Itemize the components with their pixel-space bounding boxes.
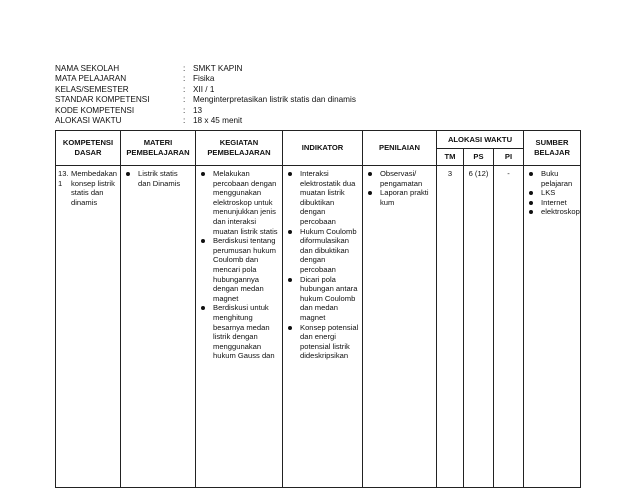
cell-penilaian [363,166,437,488]
list-item [527,207,580,217]
list-item [124,169,192,188]
bullet-icon [529,210,533,214]
header-pi: PI [494,149,524,166]
cell-kompetensi-dasar [56,166,121,488]
bullet-icon [368,191,372,195]
meta-key: KODE KOMPETENSI [55,105,135,115]
bullet-icon [529,191,533,195]
list-item-text: Dicari pola hubungan antara hukum Coulomb dan medan magnet [300,274,358,322]
list-item-text: Konsep potensial dan energi potensial listrik dideskripsikan [300,322,359,361]
bullet-list [286,169,359,361]
bullet-icon [288,172,292,176]
list-item-text: elektroskop [541,207,580,217]
list-item-text: Berdiskusi untuk menghitung besarnya medan listrik dengan menggunakan hukum Gauss dan [213,303,275,361]
list-item-text: Interaksi elektrostatik dua muatan listrik dibuktikan dengan percobaan [300,169,356,226]
bullet-icon [288,326,292,330]
bullet-list [527,169,580,217]
meta-key: STANDAR KOMPETENSI [55,95,150,105]
bullet-icon [201,172,205,176]
bullet-list [199,169,279,361]
header-kegiatan-pembelajaran: KEGIATAN PEMBELAJARAN [196,131,283,166]
meta-key: NAMA SEKOLAH [55,64,120,73]
meta-value: 13 [193,105,203,115]
header-alokasi-waktu: ALOKASI WAKTU [437,131,524,149]
cell-ps: 6 (12) [464,166,494,488]
bullet-icon [368,172,372,176]
list-item-text: Hukum Coulomb diformulasikan dan dibuktikan dengan percobaan [300,226,357,274]
kd-text: Membedakan konsep listrik statis dan dinamis [71,169,118,207]
bullet-icon [126,172,130,176]
meta-row [55,74,356,84]
list-item-text: Buku pelajaran [541,169,573,188]
list-item-text: Berdiskusi tentang perumusan hukum Coulomb dan mencari pola hubungannya dengan medan magnet [213,236,276,303]
meta-row [55,95,356,105]
meta-colon: : [183,105,186,115]
header-materi-pembelajaran: MATERI PEMBELAJARAN [121,131,196,166]
bullet-list [124,169,192,188]
bullet-list [366,169,433,207]
meta-row [55,64,356,74]
meta-value: 18 x 45 menit [193,116,243,126]
kd-number: 13. 1 [58,169,69,188]
list-item-text: LKS [541,188,556,198]
header-kompetensi-dasar: KOMPETENSI DASAR [56,131,121,166]
document-metadata [55,64,356,126]
list-item-text: Melakukan percobaan dengan menggunakan elektroskop untuk menunjukkan jenis dan interaksi muatan listrik statis [213,169,278,236]
list-item [366,169,433,188]
meta-key: ALOKASI WAKTU [55,116,122,126]
bullet-icon [201,239,205,243]
table-row [56,166,581,488]
cell-kegiatan [196,166,283,488]
bullet-icon [529,172,533,176]
bullet-icon [288,278,292,282]
list-item-text: Observasi/ pengamatan [380,169,423,188]
list-item [527,169,577,188]
meta-value: XII / 1 [193,84,215,94]
list-item-text: Listrik statis dan Dinamis [138,169,181,188]
bullet-icon [201,306,205,310]
cell-tm: 3 [437,166,464,488]
meta-value: Menginterpretasikan listrik statis dan dinamis [193,95,356,105]
cell-materi [121,166,196,488]
list-item [286,275,359,323]
list-item [366,188,433,207]
list-item [286,323,359,361]
list-item-text: Laporan prakti kum [380,188,429,207]
meta-row [55,85,356,95]
list-item [527,188,577,198]
cell-pi: - [494,166,524,488]
list-item [527,198,577,208]
meta-row [55,106,356,116]
cell-sumber [524,166,581,488]
list-item [286,227,359,275]
meta-colon: : [183,95,186,105]
list-item [286,169,359,227]
header-penilaian: PENILAIAN [363,131,437,166]
header-ps: PS [464,149,494,166]
bullet-icon [529,201,533,205]
meta-key: MATA PELAJARAN [55,74,127,84]
meta-value: Fisika [193,74,215,84]
header-tm: TM [437,149,464,166]
list-item [199,236,279,303]
bullet-icon [288,230,292,234]
header-indikator: INDIKATOR [283,131,363,166]
meta-colon: : [183,64,186,73]
meta-colon: : [183,74,186,84]
header-sumber-belajar: SUMBER BELAJAR [524,131,581,166]
list-item [199,303,279,361]
meta-key: KELAS/SEMESTER [55,84,129,94]
meta-value: SMKT KAPIN [193,64,243,73]
cell-indikator [283,166,363,488]
list-item [199,169,279,236]
syllabus-table [55,130,581,488]
meta-row [55,116,356,126]
meta-colon: : [183,116,186,126]
list-item-text: Internet [541,197,567,207]
meta-colon: : [183,84,186,94]
